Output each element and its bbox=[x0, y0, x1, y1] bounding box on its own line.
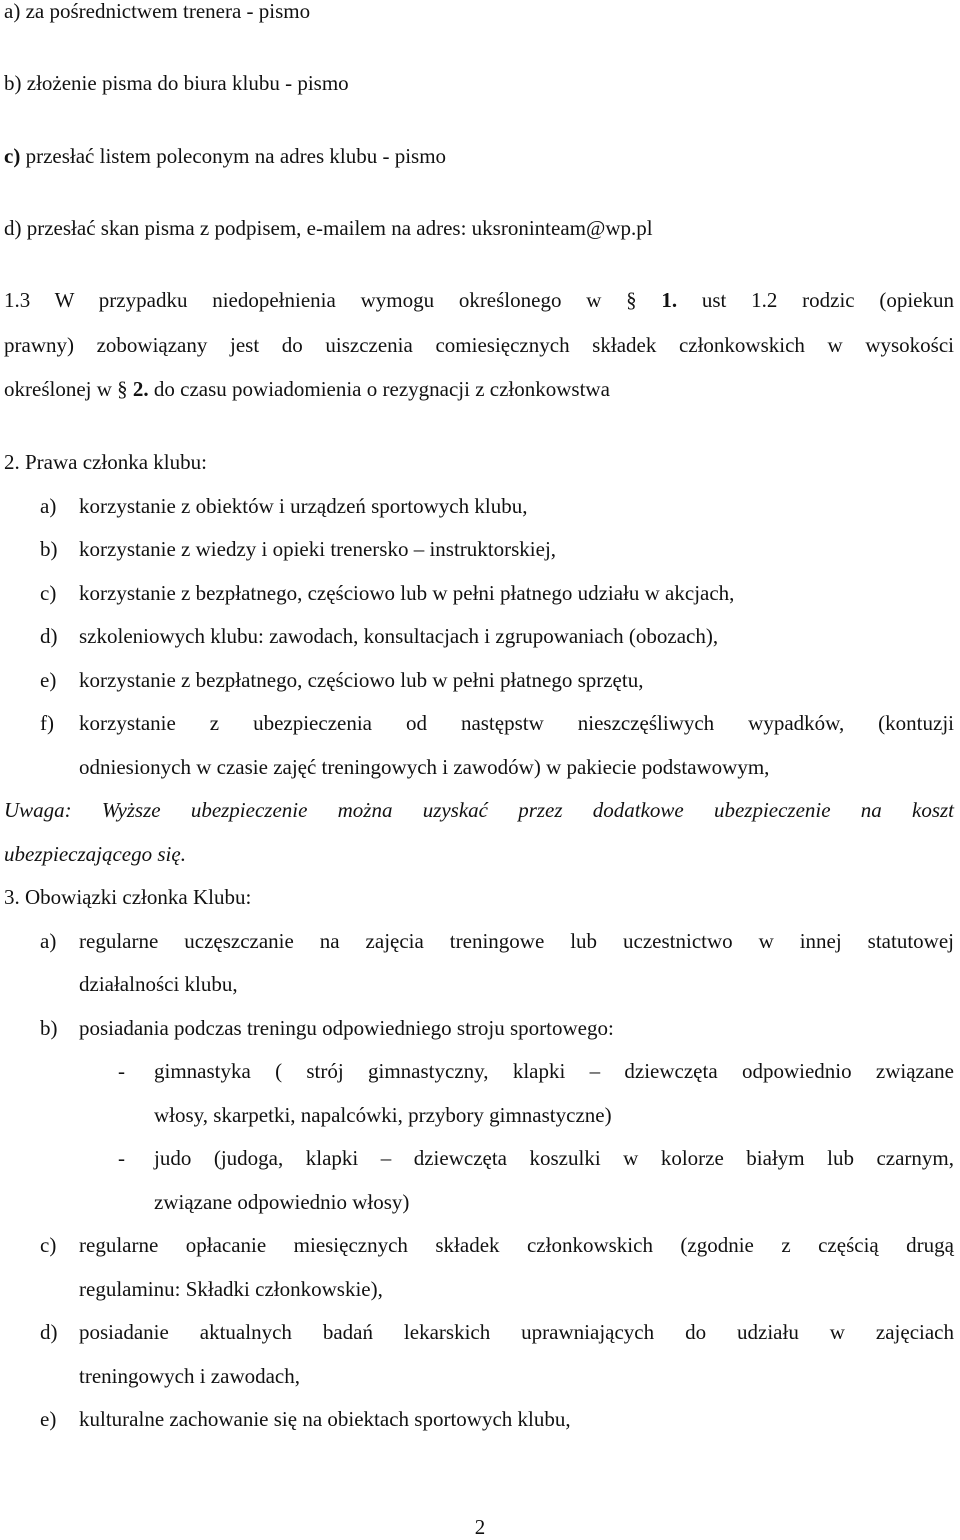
option-c-label: c) bbox=[4, 144, 21, 168]
section-1-3-line-3 bbox=[4, 376, 610, 402]
dash-1-line-2: włosy, skarpetki, napalcówki, przybory gimnastyczne) bbox=[154, 1103, 612, 1127]
option-d: d) przesłać skan pisma z podpisem, e-mailem na adres: uksroninteam@wp.pl bbox=[4, 216, 653, 240]
insurance-note-line-2: ubezpieczającego się. bbox=[4, 842, 186, 866]
rights-f-cont: odniesionych w czasie zajęć treningowych i zawodów) w pakiecie podstawowym, bbox=[79, 755, 770, 779]
dash-2-line-2: związane odpowiednio włosy) bbox=[154, 1190, 410, 1214]
duty-e-label: e) bbox=[40, 1407, 57, 1431]
section-3-heading: 3. Obowiązki członka Klubu: bbox=[4, 885, 252, 909]
section-sign-2: § bbox=[117, 377, 128, 401]
duty-d-label: d) bbox=[40, 1320, 58, 1344]
duty-e-line-1: kulturalne zachowanie się na obiektach sportowych klubu, bbox=[79, 1407, 571, 1431]
rights-a-label: a) bbox=[40, 494, 57, 518]
duty-a-label: a) bbox=[40, 929, 57, 953]
rights-d-label: d) bbox=[40, 624, 58, 648]
s13-text-b: ust 1.2 rodzic (opiekun bbox=[701, 288, 954, 312]
rights-b-label: b) bbox=[40, 537, 58, 561]
dash-1-mark: - bbox=[118, 1059, 125, 1083]
rights-c-text: korzystanie z bezpłatnego, częściowo lub w pełni płatnego udziału w akcjach, bbox=[79, 581, 735, 605]
duty-a-line-2: działalności klubu, bbox=[79, 972, 238, 996]
duty-b-line-1: posiadania podczas treningu odpowiedniego stroju sportowego: bbox=[79, 1016, 614, 1040]
s13-text-d: do czasu powiadomienia o rezygnacji z członkowstwa bbox=[153, 377, 610, 401]
rights-b-text: korzystanie z wiedzy i opieki trenersko – instruktorskiej, bbox=[79, 537, 557, 561]
s13-text-c: określonej w bbox=[4, 377, 112, 401]
insurance-note-line-1: Uwaga: Wyższe ubezpieczenie można uzyskać przez dodatkowe ubezpieczenie na koszt bbox=[4, 798, 954, 822]
s13-text-a: 1.3 W przypadku niedopełnienia wymogu określonego w bbox=[4, 288, 602, 312]
option-c-text: przesłać listem poleconym na adres klubu - pismo bbox=[20, 144, 447, 168]
rights-f-text: korzystanie z ubezpieczenia od następstw nieszczęśliwych wypadków, (kontuzji bbox=[79, 711, 954, 735]
rights-c-label: c) bbox=[40, 581, 57, 605]
page-number: 2 bbox=[474, 1515, 486, 1539]
duty-c-line-1: regularne opłacanie miesięcznych składek członkowskich (zgodnie z częścią drugą bbox=[79, 1233, 954, 1257]
dash-2-line-1: judo (judoga, klapki – dziewczęta koszulki w kolorze białym lub czarnym, bbox=[154, 1146, 954, 1170]
ref-1: 1. bbox=[661, 288, 678, 312]
dash-1-line-1: gimnastyka ( strój gimnastyczny, klapki – dziewczęta odpowiednio związane bbox=[154, 1059, 954, 1083]
rights-e-label: e) bbox=[40, 668, 57, 692]
section-2-heading: 2. Prawa członka klubu: bbox=[4, 450, 207, 474]
duty-d-line-1: posiadanie aktualnych badań lekarskich uprawniających do udziału w zajęciach bbox=[79, 1320, 954, 1344]
ref-2: 2. bbox=[132, 377, 149, 401]
section-sign: § bbox=[626, 288, 637, 312]
duty-c-line-2: regulaminu: Składki członkowskie), bbox=[79, 1277, 383, 1301]
option-c bbox=[4, 143, 446, 169]
duty-a-line-1: regularne uczęszczanie na zajęcia treningowe lub uczestnictwo w innej statutowej bbox=[79, 929, 954, 953]
rights-f-label: f) bbox=[40, 711, 54, 735]
option-b: b) złożenie pisma do biura klubu - pismo bbox=[4, 71, 349, 95]
rights-d-text: szkoleniowych klubu: zawodach, konsultacjach i zgrupowaniach (obozach), bbox=[79, 624, 719, 648]
dash-2-mark: - bbox=[118, 1146, 125, 1170]
section-1-3-line-1 bbox=[4, 287, 954, 313]
section-1-3-line-2: prawny) zobowiązany jest do uiszczenia comiesięcznych składek członkowskich w wysokości bbox=[4, 333, 954, 357]
rights-a-text: korzystanie z obiektów i urządzeń sportowych klubu, bbox=[79, 494, 528, 518]
duty-d-line-2: treningowych i zawodach, bbox=[79, 1364, 301, 1388]
duty-c-label: c) bbox=[40, 1233, 57, 1257]
duty-b-label: b) bbox=[40, 1016, 58, 1040]
rights-e-text: korzystanie z bezpłatnego, częściowo lub w pełni płatnego sprzętu, bbox=[79, 668, 644, 692]
option-a: a) za pośrednictwem trenera - pismo bbox=[4, 0, 311, 23]
